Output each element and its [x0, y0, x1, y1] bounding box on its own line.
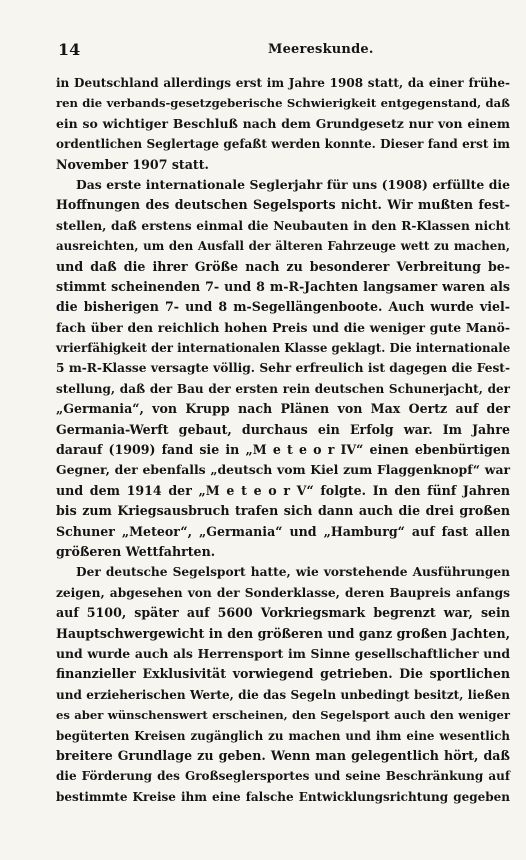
body-text — [56, 73, 510, 807]
text-line: größeren Wettfahrten. — [56, 543, 216, 559]
text-line: stellen, daß erstens einmal die Neubauten in den R-Klassen nicht — [56, 218, 510, 233]
text-line: begüterten Kreisen zugänglich zu machen und ihm eine wesentlich — [56, 728, 510, 743]
text-line: 5 m-R-Klasse versagte völlig. Sehr erfreulich ist dagegen die Fest- — [56, 361, 510, 376]
text-line: es aber wünschenswert erscheinen, den Segelsport auch den weniger — [56, 708, 510, 723]
page-header — [58, 40, 504, 62]
running-title: Meereskunde. — [268, 42, 374, 57]
text-line: breitere Grundlage zu geben. Wenn man gelegentlich hört, daß — [56, 747, 510, 763]
text-line: stimmt scheinenden 7- und 8 m-R-Jachten langsamer waren als — [56, 278, 510, 294]
text-line: bis zum Kriegsausbruch trafen sich dann auch die drei großen — [56, 503, 510, 519]
text-line: die Förderung des Großseglersportes und seine Beschränkung auf — [56, 769, 510, 784]
page-number: 14 — [58, 40, 81, 59]
text-line: die bisherigen 7- und 8 m-Segellängenboote. Auch wurde viel- — [56, 299, 510, 315]
text-line: vrierfähigkeit der internationalen Klasse geklagt. Die internationale — [56, 341, 511, 356]
text-line: Das erste internationale Seglerjahr für uns (1908) erfüllte die — [76, 176, 510, 192]
text-line: Gegner, der ebenfalls „deutsch vom Kiel zum Flaggenknopf“ war — [56, 462, 510, 478]
text-line: und wurde auch als Herrensport im Sinne gesellschaftlicher und — [56, 645, 510, 661]
text-line: Schuner „Meteor“, „Germania“ und „Hamburg“ auf fast allen — [56, 523, 510, 539]
text-line: auf 5100, später auf 5600 Vorkriegsmark begrenzt war, sein — [56, 605, 510, 621]
text-line: Germania-Werft gebaut, durchaus ein Erfolg war. Im Jahre — [56, 421, 510, 437]
text-line: bestimmte Kreise ihm eine falsche Entwicklungsrichtung gegeben — [56, 789, 510, 804]
text-line: Hauptschwergewicht in den größeren und ganz großen Jachten, — [56, 625, 510, 641]
text-line: ausreichten, um den Ausfall der älteren Fahrzeuge wett zu machen, — [56, 239, 510, 254]
text-line: Der deutsche Segelsport hatte, wie vorstehende Ausführungen — [76, 565, 510, 580]
text-line: „Germania“, von Krupp nach Plänen von Max Oertz auf der — [56, 401, 510, 417]
text-line: stellung, daß der Bau der ersten rein deutschen Schunerjacht, der — [56, 381, 510, 396]
text-line: in Deutschland allerdings erst im Jahre 1908 statt, da einer frühe- — [56, 76, 510, 90]
text-line: fach über den reichlich hohen Preis und die weniger gute Manö- — [56, 319, 510, 335]
text-line: ordentlichen Seglertage gefaßt werden konnte. Dieser fand erst im — [56, 137, 510, 152]
text-line: darauf (1909) fand sie in „M e t e o r IV“ einen ebenbürtigen — [56, 442, 510, 458]
text-line: November 1907 statt. — [56, 156, 209, 172]
text-line: und erzieherischen Werte, die das Segeln unbedingt besitzt, ließen — [56, 687, 510, 702]
paragraph — [56, 562, 510, 807]
text-line: und dem 1914 der „M e t e o r V“ folgte. In den fünf Jahren — [56, 482, 510, 498]
paragraph — [56, 73, 510, 175]
text-line: zeigen, abgesehen von der Sonderklasse, deren Baupreis anfangs — [56, 585, 510, 600]
text-line: Hoffnungen des deutschen Segelsports nicht. Wir mußten fest- — [56, 197, 510, 213]
text-line: finanzieller Exklusivität vorwiegend getrieben. Die sportlichen — [56, 666, 510, 682]
text-line: ein so wichtiger Beschluß nach dem Grundgesetz nur von einem — [56, 115, 510, 131]
paragraph — [56, 175, 510, 562]
text-line: ren die verbands-gesetzgeberische Schwierigkeit entgegenstand, daß — [56, 96, 510, 111]
text-line: und daß die ihrer Größe nach zu besonderer Verbreitung be- — [56, 258, 510, 274]
